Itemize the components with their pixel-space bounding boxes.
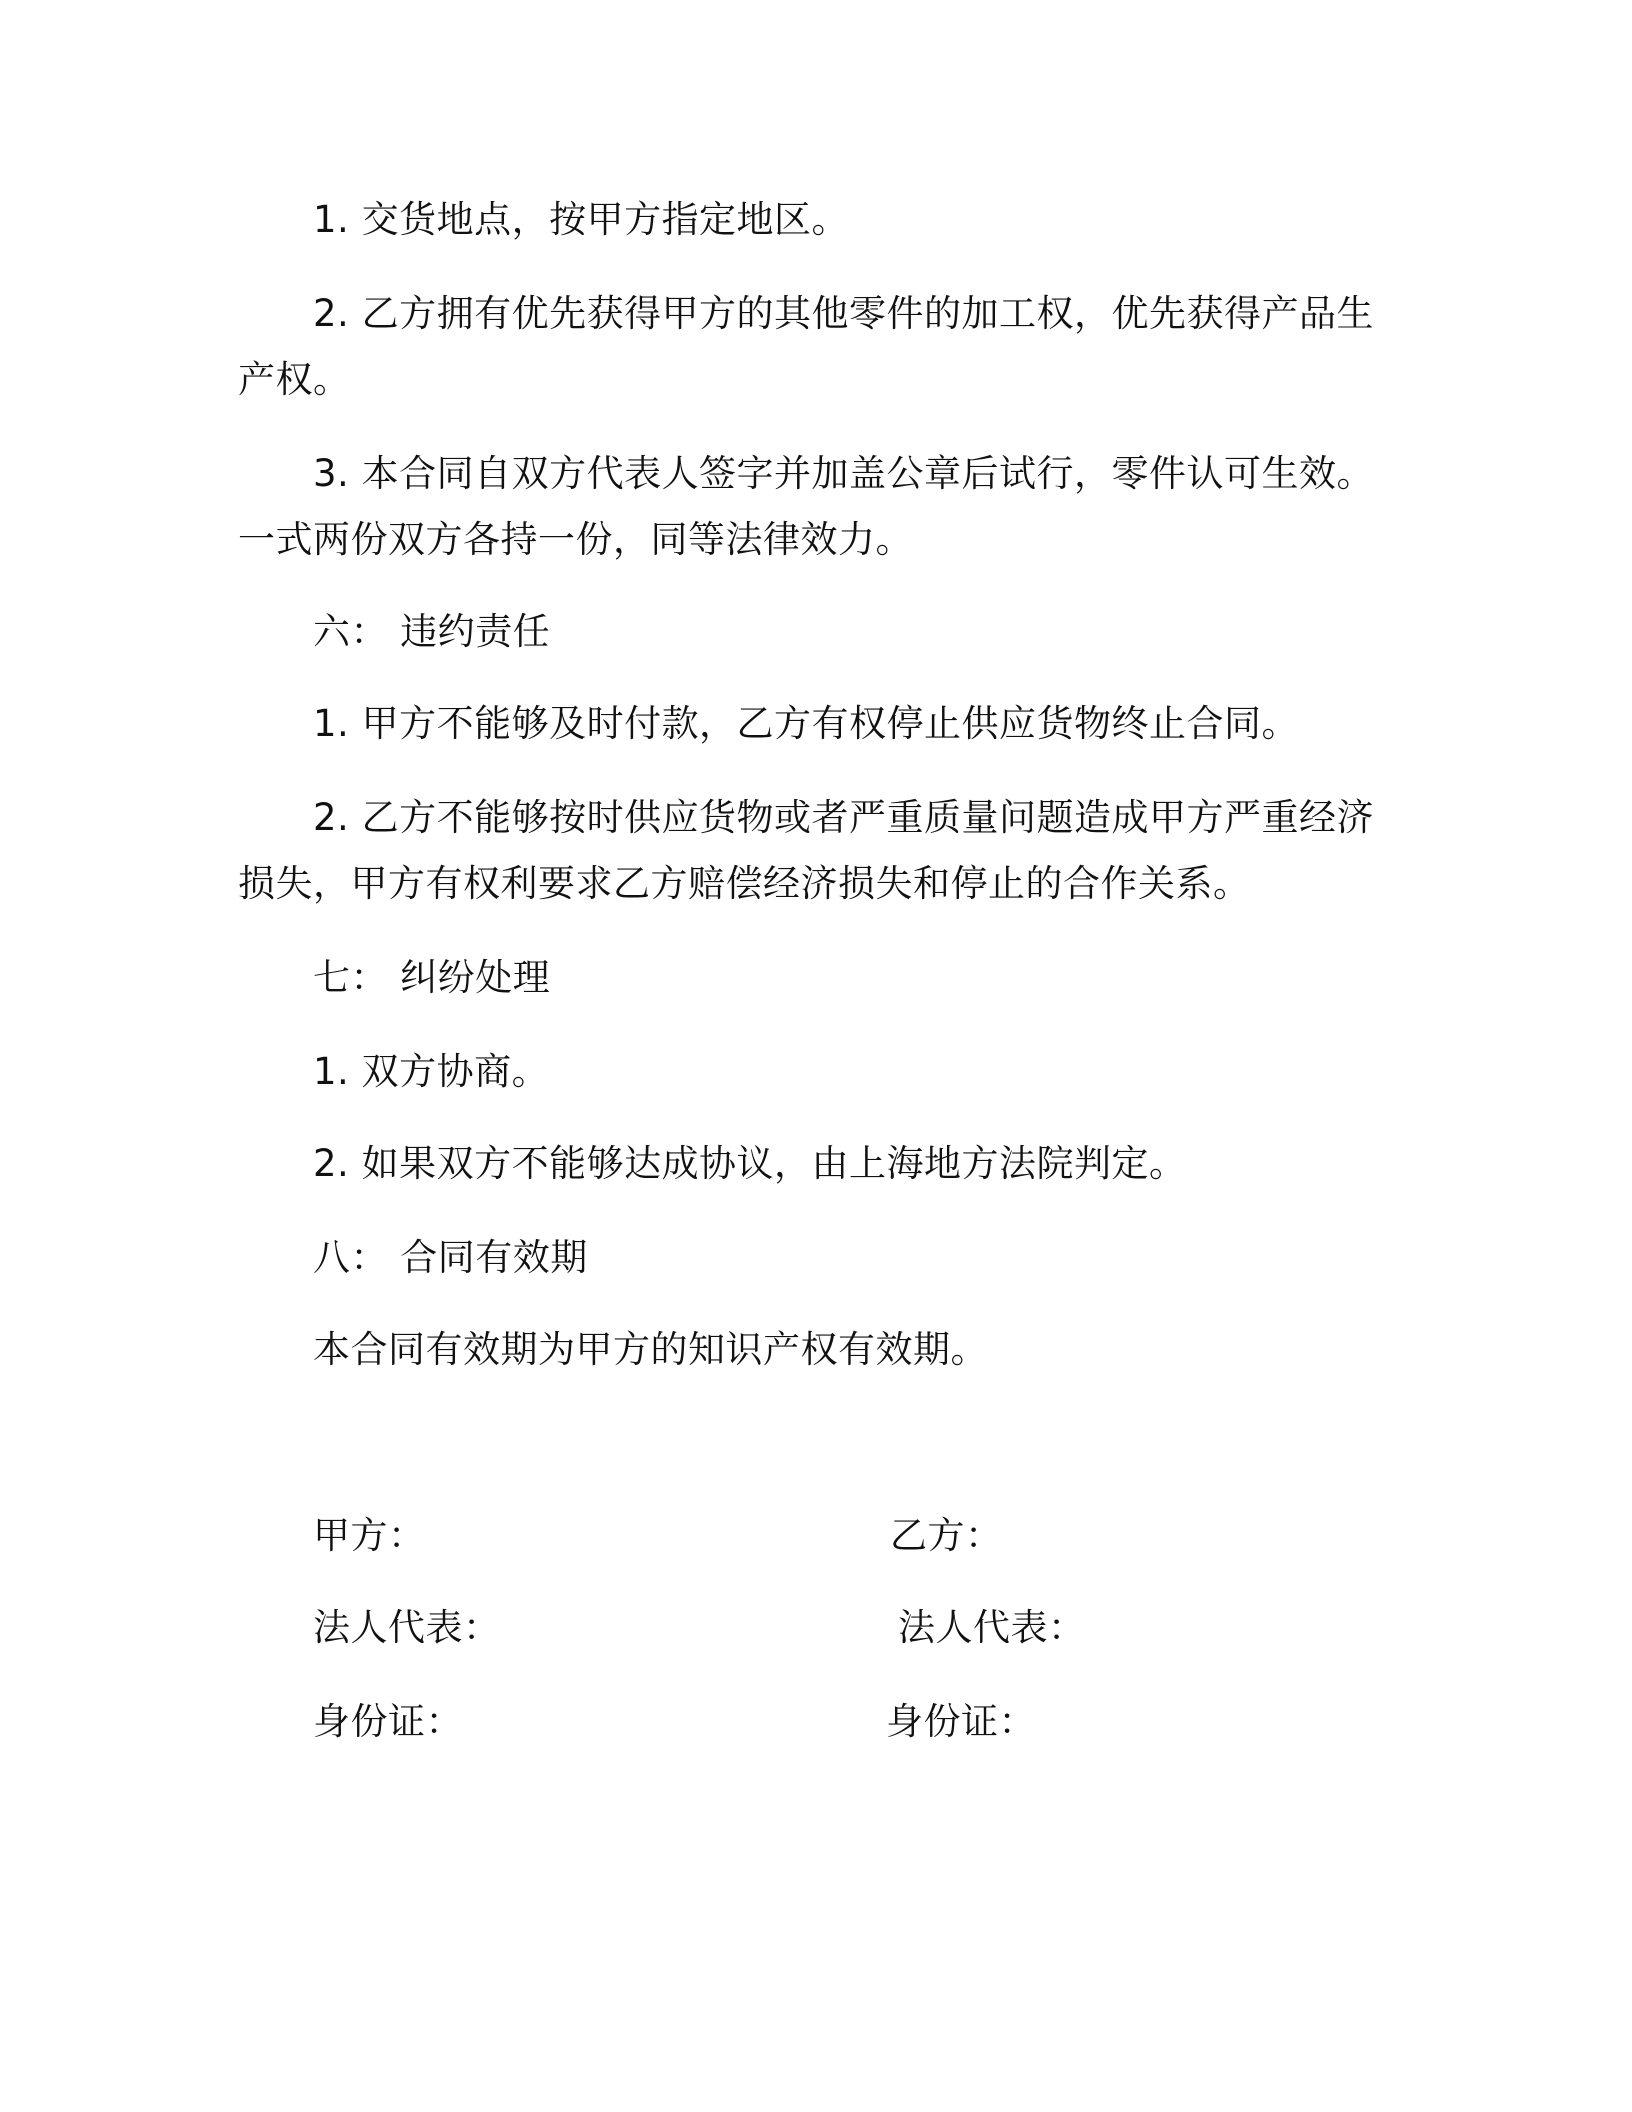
party-b-label: 乙方：: [890, 1514, 1003, 1557]
clause-7-1-line-1: 1. 双方协商。: [313, 1050, 550, 1093]
legal-rep-a-label: 法人代表：: [313, 1606, 501, 1649]
clause-5-1-line-1: 1. 交货地点，按甲方指定地区。: [313, 198, 850, 241]
clause-5-2-line-2: 产权。: [238, 358, 351, 401]
section-8-heading: 八： 合同有效期: [313, 1236, 588, 1279]
legal-rep-b-label: 法人代表：: [898, 1606, 1086, 1649]
clause-7-2-line-1: 2. 如果双方不能够达成协议，由上海地方法院判定。: [313, 1142, 1187, 1185]
clause-6-1-line-1: 1. 甲方不能够及时付款，乙方有权停止供应货物终止合同。: [313, 702, 1300, 745]
clause-5-3-line-2: 一式两份双方各持一份，同等法律效力。: [238, 518, 913, 561]
party-a-label: 甲方：: [313, 1514, 426, 1557]
section-8-body: 本合同有效期为甲方的知识产权有效期。: [313, 1328, 988, 1371]
section-7-heading: 七： 纠纷处理: [313, 956, 551, 999]
id-b-label: 身份证：: [886, 1700, 1036, 1743]
id-a-label: 身份证：: [313, 1700, 463, 1743]
clause-5-2-line-1: 2. 乙方拥有优先获得甲方的其他零件的加工权，优先获得产品生: [313, 292, 1375, 335]
clause-6-2-line-2: 损失，甲方有权利要求乙方赔偿经济损失和停止的合作关系。: [238, 862, 1251, 905]
clause-6-2-line-1: 2. 乙方不能够按时供应货物或者严重质量问题造成甲方严重经济: [313, 796, 1375, 839]
section-6-heading: 六： 违约责任: [313, 610, 551, 653]
clause-5-3-line-1: 3. 本合同自双方代表人签字并加盖公章后试行，零件认可生效。: [313, 452, 1375, 495]
